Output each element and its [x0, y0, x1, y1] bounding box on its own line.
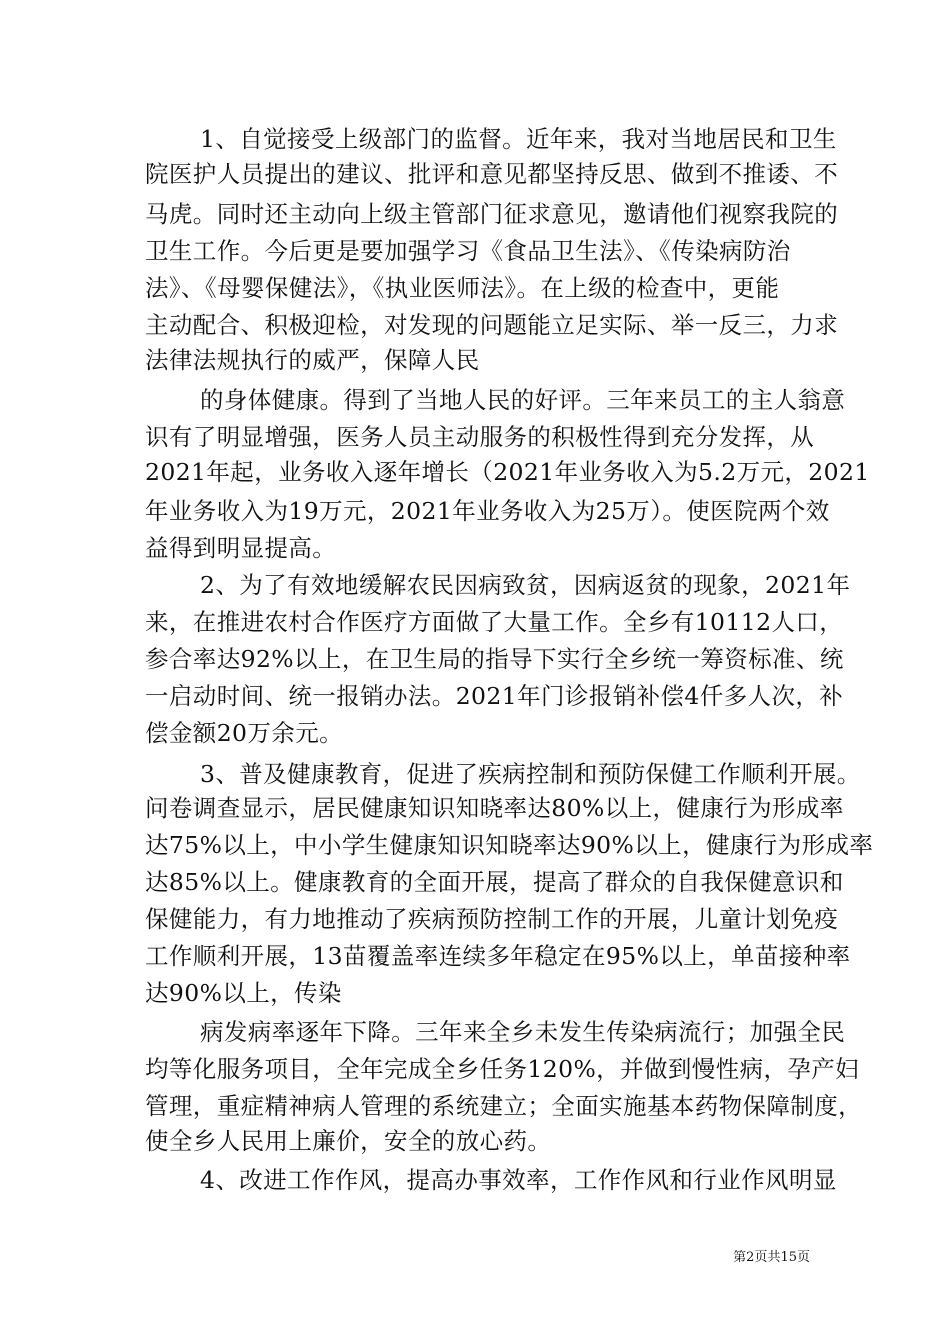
- text-line: 4、改进工作作风，提高办事效率，工作作风和行业作风明显: [200, 1166, 837, 1194]
- text-line: 一启动时间、统一报销办法。2021年门诊报销补偿4仟多人次，补: [145, 682, 844, 710]
- text-line: 达90%以上，传染: [145, 979, 342, 1007]
- text-line: 来，在推进农村合作医疗方面做了大量工作。全乡有10112人口，: [145, 608, 844, 636]
- text-line: 2021年起，业务收入逐年增长（2021年业务收入为5.2万元，2021: [145, 458, 870, 486]
- text-line: 院医护人员提出的建议、批评和意见都坚持反思、做到不推诿、不: [145, 160, 839, 188]
- text-line: 参合率达92%以上，在卫生局的指导下实行全乡统一筹资标准、统: [145, 645, 844, 673]
- text-line: 保健能力，有力地推动了疾病预防控制工作的开展，儿童计划免疫: [145, 905, 839, 933]
- text-line: 益得到明显提高。: [145, 534, 337, 562]
- text-line: 达75%以上，中小学生健康知识知晓率达90%以上，健康行为形成率: [145, 831, 874, 859]
- text-line: 3、普及健康教育，促进了疾病控制和预防保健工作顺利开展。: [200, 760, 861, 788]
- text-line: 法》、《母婴保健法》，《执业医师法》。在上级的检查中，更能: [145, 274, 780, 302]
- text-line: 均等化服务项目，全年完成全乡任务120%，并做到慢性病，孕产妇: [145, 1055, 860, 1083]
- text-line: 问卷调查显示，居民健康知识知晓率达80%以上，健康行为形成率: [145, 794, 844, 822]
- text-line: 工作顺利开展，13苗覆盖率连续多年稳定在95%以上，单苗接种率: [145, 942, 851, 970]
- text-line: 识有了明显增强，医务人员主动服务的积极性得到充分发挥，从: [145, 423, 815, 451]
- text-line: 达85%以上。健康教育的全面开展，提高了群众的自我保健意识和: [145, 868, 844, 896]
- text-line: 年业务收入为19万元，2021年业务收入为25万）。使医院两个效: [145, 497, 830, 525]
- text-line: 1、自觉接受上级部门的监督。近年来，我对当地居民和卫生: [200, 125, 837, 153]
- text-line: 管理，重症精神病人管理的系统建立；全面实施基本药物保障制度，: [145, 1092, 862, 1120]
- text-line: 主动配合、积极迎检，对发现的问题能立足实际、举一反三，力求: [145, 311, 839, 339]
- text-line: 卫生工作。今后更是要加强学习《食品卫生法》、《传染病防治: [145, 237, 791, 265]
- text-line: 偿金额20万余元。: [145, 719, 344, 747]
- text-line: 使全乡人民用上廉价，安全的放心药。: [145, 1127, 552, 1155]
- text-line: 的身体健康。得到了当地人民的好评。三年来员工的主人翁意: [200, 386, 846, 414]
- text-line: 马虎。同时还主动向上级主管部门征求意见，邀请他们视察我院的: [145, 200, 839, 228]
- text-line: 2、为了有效地缓解农民因病致贫，因病返贫的现象，2021年: [200, 571, 851, 599]
- text-line: 病发病率逐年下降。三年来全乡未发生传染病流行；加强全民: [200, 1018, 846, 1046]
- text-line: 法律法规执行的威严，保障人民: [145, 346, 480, 374]
- page-number: 第2页共15页: [733, 1250, 810, 1265]
